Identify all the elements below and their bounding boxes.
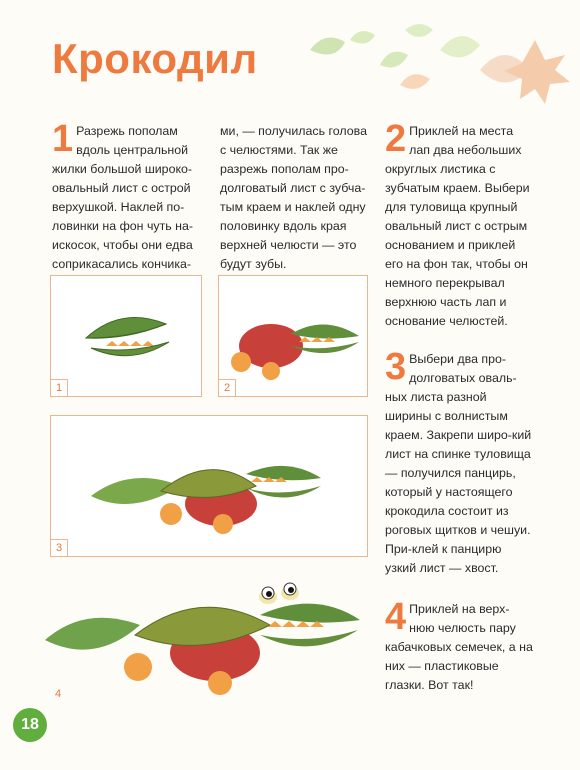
step3-text xyxy=(385,346,533,578)
step2-paragraph: Приклей на места лап два небольших округлых листика с зубчатым краем. Выбери для туловища крупный овальный лист с острым основанием и приклей его на фон так, чтобы он немного перекрывал верхнюю часть лап и основание челюстей. xyxy=(385,124,530,328)
step4-paragraph: Приклей на верх-нюю челюсть пару кабачковых семечек, а на них — пластиковые глазки. Вот так! xyxy=(385,602,533,692)
autumn-leaves-decoration xyxy=(290,10,580,110)
crocodile-final-illustration xyxy=(40,565,380,705)
title: Крокодил xyxy=(52,35,258,82)
leaf-shell-illustration xyxy=(51,416,367,556)
step4-number: 4 xyxy=(385,596,407,638)
photo-label-3: 3 xyxy=(51,539,68,556)
step3-paragraph: Выбери два про-долговатых оваль-ных листа разной ширины с волнистым краем. Закрепи широ-кий лист на спинке туловища — получился панцирь, который у настоящего крокодила состоит из роговых щитков и чешуи. При-клей к панцирю узкий лист — хвост. xyxy=(385,352,532,575)
photo-step1 xyxy=(50,275,202,397)
step1-number: 1 xyxy=(52,118,74,160)
step2-text xyxy=(385,118,533,331)
leaf-jaws-illustration xyxy=(51,276,201,396)
step1-text-continued xyxy=(220,122,368,274)
step1-paragraph-b: ми, — получилась голова с челюстями. Так же разрежь пополам про-долговатый лист с зубча-тым краем и наклей одну половинку вдоль края верхней челюсти — это будут зубы. xyxy=(220,124,367,271)
step1-paragraph-a: Разрежь пополам вдоль центральной жилки большой широко-овальный лист с острой верхушкой. Наклей по-ловинки на фон чуть на-искосок, чтобы они едва соприкасались кончика- xyxy=(52,124,194,271)
step4-text xyxy=(385,596,533,695)
leaf-body-illustration xyxy=(219,276,367,396)
photo-label-2: 2 xyxy=(219,379,236,396)
step2-number: 2 xyxy=(385,118,407,160)
page-number-badge: 18 xyxy=(13,708,47,742)
photo-step3 xyxy=(50,415,368,557)
photo-label-1: 1 xyxy=(51,379,68,396)
step1-text xyxy=(52,118,202,274)
photo-step2 xyxy=(218,275,368,397)
step3-number: 3 xyxy=(385,346,407,388)
photo-label-4: 4 xyxy=(55,688,62,700)
